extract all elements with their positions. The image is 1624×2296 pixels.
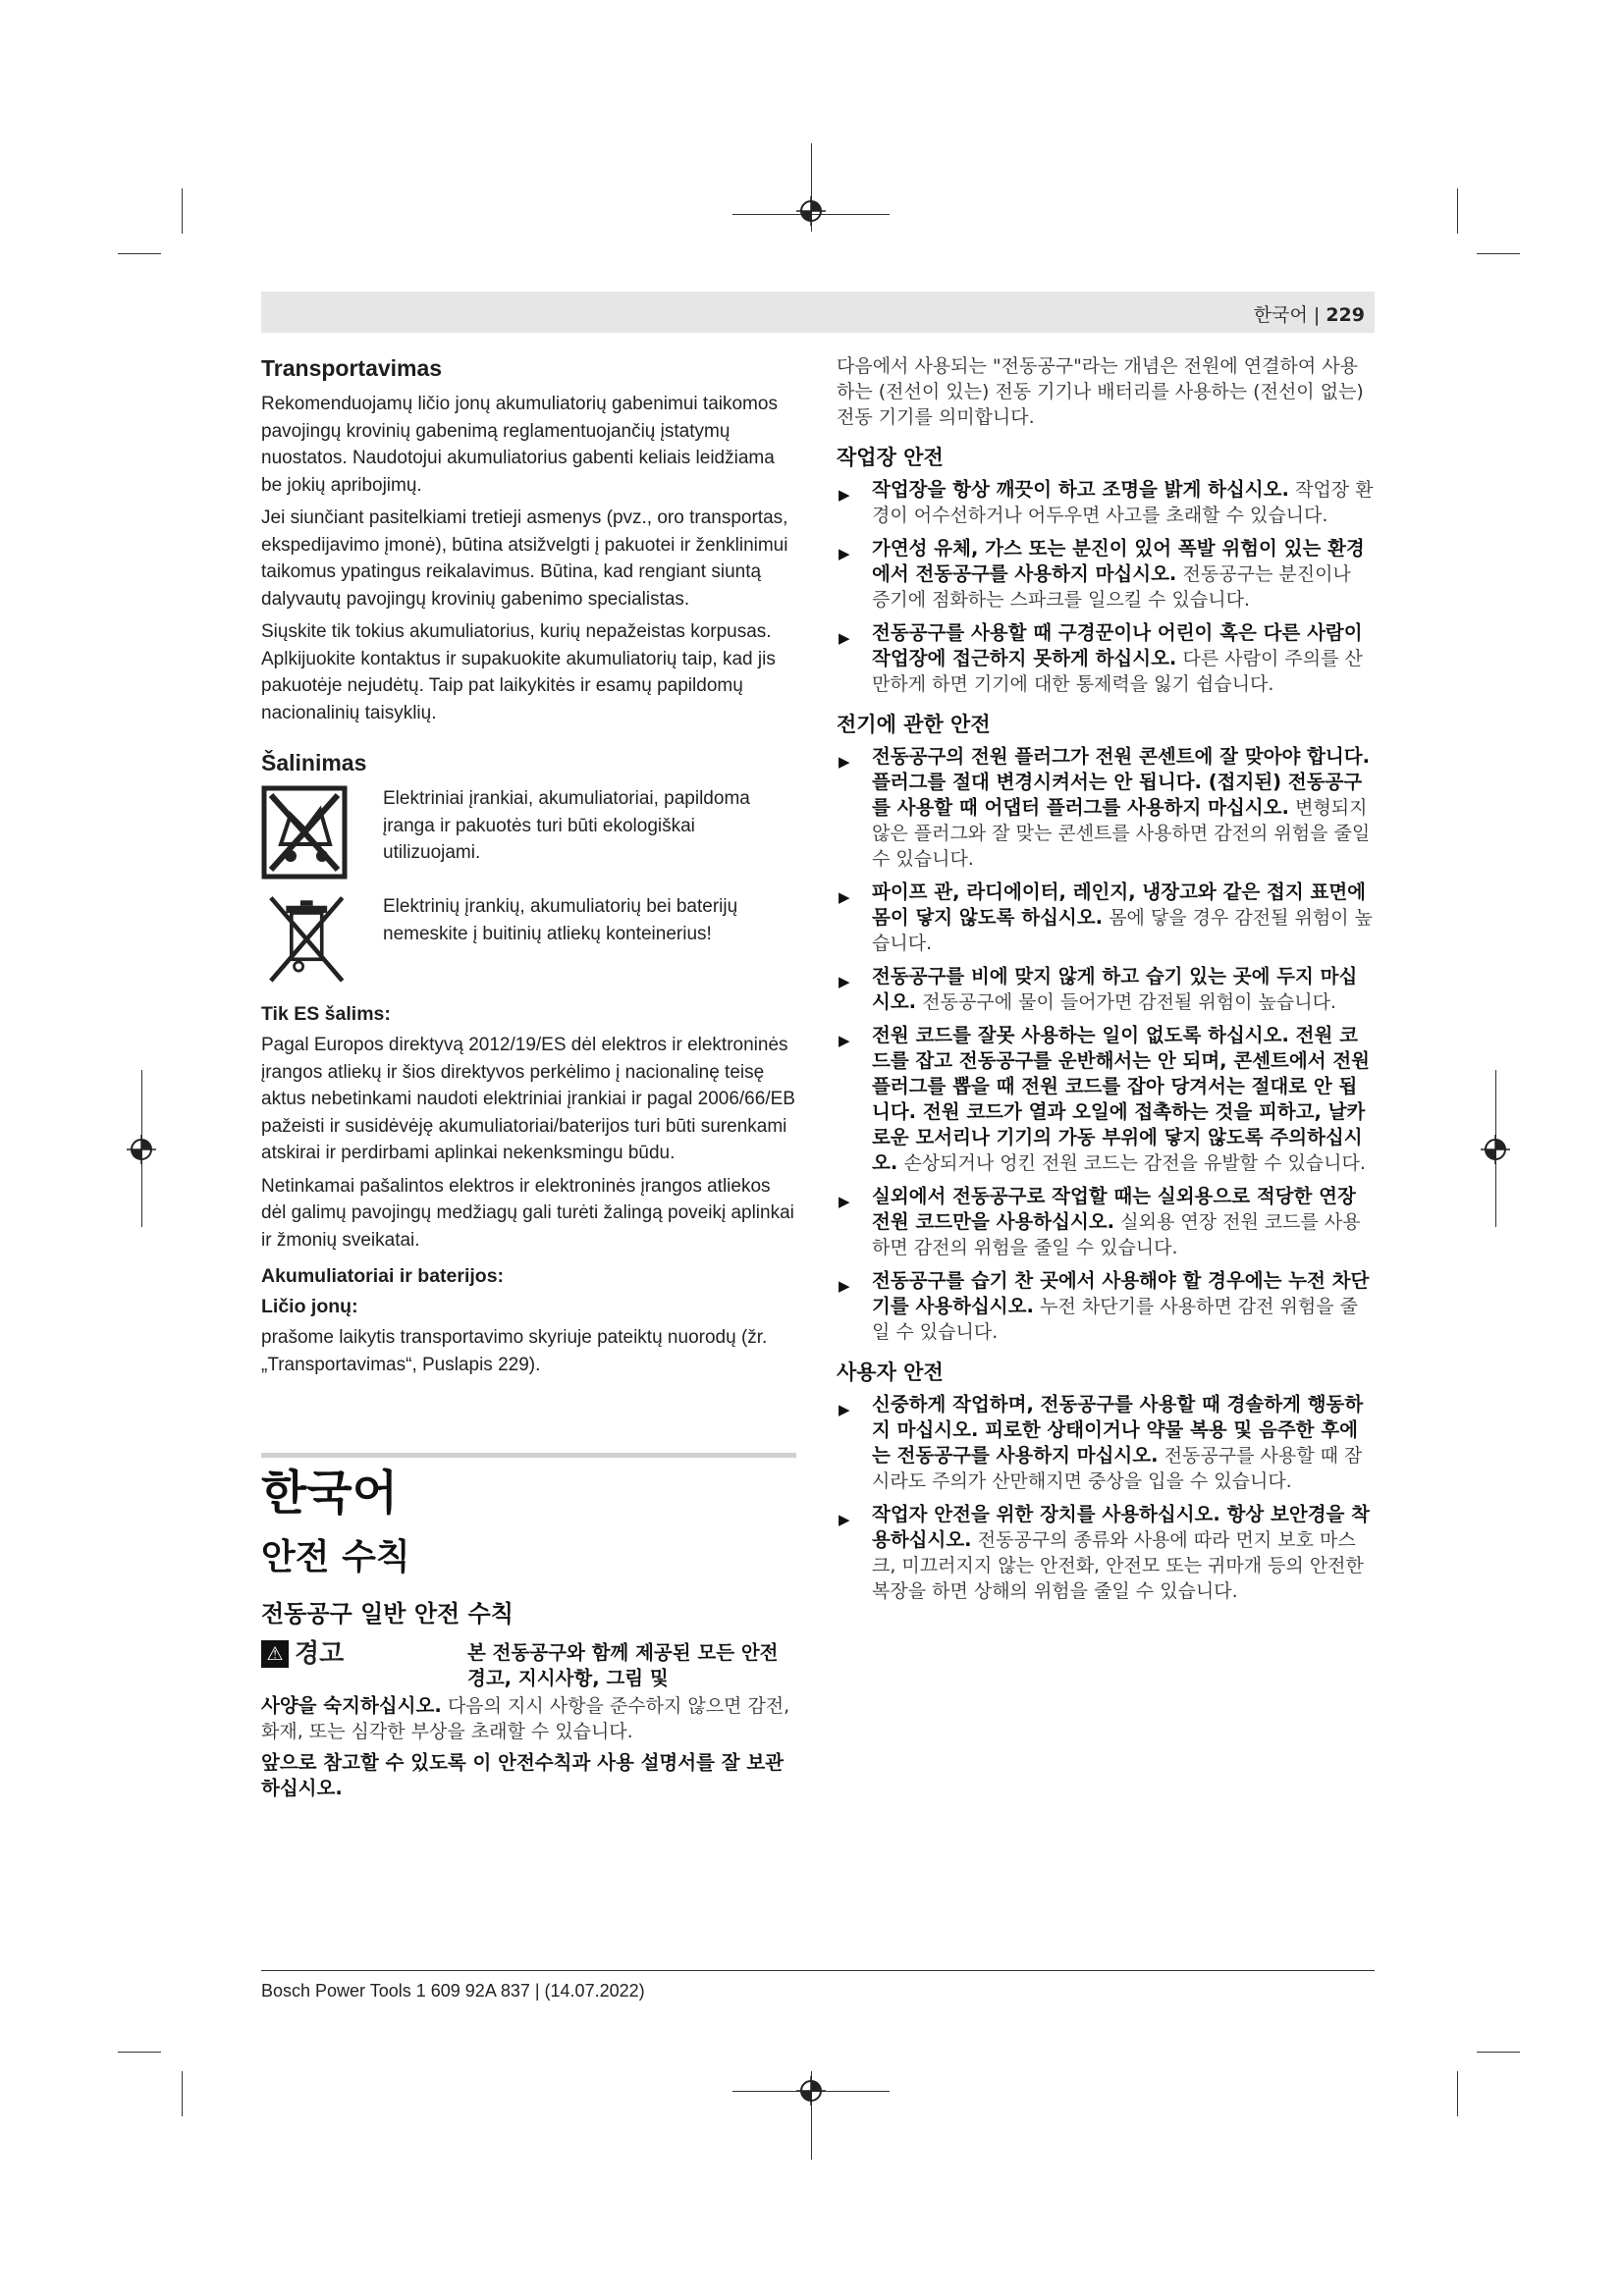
list-item [837, 744, 1375, 872]
list-item-bold: 작업장을 항상 깨끗이 하고 조명을 밝게 하십시오. [872, 478, 1289, 501]
section-divider [261, 1453, 796, 1458]
list-item [837, 1023, 1375, 1176]
registration-mark-icon [127, 1135, 156, 1164]
list-item-text: 몸에 닿을 경우 감전될 위험이 높습니다. [872, 907, 1373, 954]
eu-paragraph: Pagal Europos direktyvą 2012/19/ES dėl elektros ir elektroninės įrangos atliekų ir šios direktyvos perkėlimo į nacionalinę teisę aktus nebetinkami naudoti elektriniai įrankiai ir pagal 2006/66/EB pažeisti ir susidėvėję akumuliatoriai/baterijos turi būti surenkami atskirai ir perdirbami aplinkai nekenksmingu būdu. [261, 1035, 795, 1163]
list-item [837, 1268, 1375, 1345]
right-column [837, 353, 1375, 1612]
bullet-triangle-icon: ▶ [839, 1032, 850, 1049]
general-safety-subtitle: 전동공구 일반 안전 수칙 [261, 1600, 514, 1628]
list-item-text: 전동공구에 물이 들어가면 감전될 위험이 높습니다. [922, 991, 1336, 1013]
bullet-triangle-icon: ▶ [839, 973, 850, 990]
list-item-text: 손상되거나 엉킨 전원 코드는 감전을 유발할 수 있습니다. [903, 1152, 1366, 1174]
electrical-safety-heading: 전기에 관한 안전 [837, 713, 991, 736]
language-title: 한국어 [261, 1466, 399, 1521]
bullet-triangle-icon: ▶ [839, 1401, 850, 1418]
left-column [261, 353, 796, 1801]
registration-mark-icon [1481, 1135, 1510, 1164]
list-item-bold: 작업자 안전을 위한 장치를 사용하십시오. 항상 보안경을 착용하십시오. [872, 1503, 1371, 1551]
warning-block [261, 1640, 796, 1693]
intro-paragraph: 다음에서 사용되는 "전동공구"라는 개념은 전원에 연결하여 사용하는 (전선이 있는) 전동 기기나 배터리를 사용하는 (전선이 없는) 전동 기기를 의미합니다. [837, 355, 1364, 428]
page-header [261, 292, 1375, 333]
crop-mark [1477, 2052, 1520, 2053]
list-item-bold: 가연성 유체, 가스 또는 분진이 있어 폭발 위험이 있는 환경에서 전동공구를 사용하지 마십시오. [872, 537, 1365, 585]
eco-recycling-icon [261, 785, 377, 883]
list-item-text: 전동공구의 종류와 사용에 따라 먼지 보호 마스크, 미끄러지지 않는 안전화, 안전모 또는 귀마개 등의 안전한 복장을 하면 상해의 위험을 줄일 수 있습니다. [872, 1529, 1364, 1602]
warning-label [261, 1640, 344, 1668]
bullet-triangle-icon: ▶ [839, 545, 850, 562]
page-footer: Bosch Power Tools 1 609 92A 837 | (14.07.2022) [261, 1981, 645, 2001]
header-text [1254, 300, 1365, 327]
list-item [837, 477, 1375, 528]
work-area-list [837, 477, 1375, 697]
crop-mark [182, 188, 183, 234]
bullet-triangle-icon: ▶ [839, 888, 850, 906]
crop-mark [1477, 253, 1520, 254]
eu-heading: Tik ES šalims: [261, 1003, 391, 1025]
eu-paragraph: Netinkamai pašalintos elektros ir elektroninės įrangos atliekos dėl galimų pavojingų medžiagų gali turėti žalingą poveikį aplinkai ir žmonių sveikatai. [261, 1175, 794, 1251]
disposal-heading: Šalinimas [261, 750, 367, 775]
page-number: 229 [1326, 304, 1365, 326]
header-language: 한국어 [1253, 304, 1308, 326]
warning-normal: 다음의 지시 사항을 준수하지 않으면 감전, 화재, 또는 심각한 부상을 초래할 수 있습니다. [261, 1695, 790, 1742]
list-item-bold: 파이프 관, 라디에이터, 레인지, 냉장고와 같은 접지 표면에 몸이 닿지 않도록 하십시오. [872, 881, 1366, 929]
warning-triangle-icon: ⚠ [261, 1640, 289, 1668]
personal-safety-list [837, 1392, 1375, 1604]
list-item-text: 다른 사람이 주의를 산만하게 하면 기기에 대한 통제력을 잃기 쉽습니다. [872, 648, 1363, 695]
crossed-out-bin-icon [261, 893, 377, 991]
crop-mark [182, 2071, 183, 2116]
warning-text-right [467, 1640, 796, 1691]
crop-mark [1457, 188, 1458, 234]
list-item-bold: 신중하게 작업하며, 전동공구를 사용할 때 경솔하게 행동하지 마십시오. 피로한 상태이거나 약물 복용 및 음주한 후에는 전동공구를 사용하지 마십시오. [872, 1393, 1364, 1467]
list-item [837, 1184, 1375, 1260]
list-item-bold: 실외에서 전동공구로 작업할 때는 실외용으로 적당한 연장 전원 코드만을 사용하십시오. [872, 1185, 1356, 1233]
list-item-bold: 전동공구를 사용할 때 구경꾼이나 어린이 혹은 다른 사람이 작업장에 접근하지 못하게 하십시오. [872, 621, 1363, 669]
registration-mark-icon [796, 196, 826, 226]
transport-paragraph: Siųskite tik tokius akumuliatorius, kurių nepažeistas korpusas. Aplkijuokite kontaktus ir supakuokite akumuliatorių taip, kad jis pakuotėje nejudėtų. Taip pat laikykitės ir esamų papildomų nacionalinių taisyklių. [261, 621, 776, 723]
keep-instructions-text: 앞으로 참고할 수 있도록 이 안전수칙과 사용 설명서를 잘 보관하십시오. [261, 1751, 785, 1799]
warning-bold: 사양을 숙지하십시오. [261, 1694, 442, 1717]
bullet-triangle-icon: ▶ [839, 1511, 850, 1528]
list-item-text: 변형되지 않은 플러그와 잘 맞는 콘센트를 사용하면 감전의 위험을 줄일 수 있습니다. [872, 797, 1371, 870]
transport-heading: Transportavimas [261, 355, 443, 381]
warning-text: 본 전동공구와 함께 제공된 모든 안전경고, 지시사항, 그림 및 [467, 1641, 779, 1689]
bullet-triangle-icon: ▶ [839, 1277, 850, 1295]
crop-mark [1457, 2071, 1458, 2116]
list-item [837, 964, 1375, 1015]
list-item-bold: 전원 코드를 잘못 사용하는 일이 없도록 하십시오. 전원 코드를 잡고 전동공구를 운반해서는 안 되며, 콘센트에서 전원 플러그를 뽑을 때 전원 코드를 잡아 당겨서는 절대로 안 됩니다. 전원 코드가 열과 오일에 접촉하는 것을 피하고, 날카로운 모서리나 기기의 가동 부위에 닿지 않도록 주의하십시오. [872, 1024, 1371, 1174]
keep-instructions [261, 1750, 796, 1801]
safety-title: 안전 수칙 [261, 1537, 410, 1577]
electrical-safety-list [837, 744, 1375, 1345]
list-item-text: 전동공구를 사용할 때 잠시라도 주의가 산만해지면 중상을 입을 수 있습니다. [872, 1445, 1363, 1492]
disposal-text: Elektrinių įrankių, akumuliatorių bei baterijų nemeskite į buitinių atliekų konteinerius! [383, 896, 738, 944]
list-item [837, 620, 1375, 697]
bullet-triangle-icon: ▶ [839, 1193, 850, 1210]
list-item-text: 누전 차단기를 사용하면 감전 위험을 줄일 수 있습니다. [872, 1296, 1358, 1343]
list-item [837, 1502, 1375, 1604]
li-ion-text: prašome laikytis transportavimo skyriuje pateiktų nuorodų (žr. „Transportavimas“, Puslapis 229). [261, 1327, 768, 1375]
warning-label-text: 경고 [295, 1639, 345, 1669]
personal-safety-heading: 사용자 안전 [837, 1361, 944, 1384]
header-separator: | [1307, 304, 1326, 326]
batteries-heading: Akumuliatoriai ir baterijos: [261, 1265, 505, 1287]
list-item [837, 536, 1375, 613]
bullet-triangle-icon: ▶ [839, 486, 850, 504]
list-item-text: 실외용 연장 전원 코드를 사용하면 감전의 위험을 줄일 수 있습니다. [872, 1211, 1361, 1258]
footer-divider [261, 1970, 1375, 1971]
list-item-text: 작업장 환경이 어수선하거나 어두우면 사고를 초래할 수 있습니다. [872, 479, 1374, 526]
list-item-bold: 전동공구를 습기 찬 곳에서 사용해야 할 경우에는 누전 차단기를 사용하십시오. [872, 1269, 1370, 1317]
transport-paragraph: Rekomenduojamų ličio jonų akumuliatorių gabenimui taikomos pavojingų krovinių gabenimą reglamentuojančių įstatymų nuostatos. Naudotojui akumuliatorius gabenti keliais leidžiama be jokių apribojimų. [261, 394, 778, 496]
disposal-text: Elektriniai įrankiai, akumuliatoriai, papildoma įranga ir pakuotės turi būti ekologiškai utilizuojami. [383, 788, 750, 863]
crop-mark [118, 2052, 161, 2053]
bullet-triangle-icon: ▶ [839, 753, 850, 771]
list-item-text: 전동공구는 분진이나 증기에 점화하는 스파크를 일으킬 수 있습니다. [872, 563, 1351, 611]
crop-mark [118, 253, 161, 254]
list-item-bold: 전동공구의 전원 플러그가 전원 콘센트에 잘 맞아야 합니다. 플러그를 절대 변경시켜서는 안 됩니다. (접지된) 전동공구를 사용할 때 어댑터 플러그를 사용하지 마십시오. [872, 745, 1371, 819]
disposal-item [261, 785, 796, 883]
transport-paragraph: Jei siunčiant pasitelkiami tretieji asmenys (pvz., oro transportas, ekspedijavimo įmonė), būtina atsižvelgti į pakuotei ir ženklinimui taikomus ypatingus reikalavimus. Būtina, kad rengiant siuntą dalyvautų pavojingų krovinių gabenimo specialistas. [261, 507, 788, 610]
li-ion-heading: Ličio jonų: [261, 1296, 358, 1317]
disposal-item [261, 893, 796, 991]
list-item-bold: 전동공구를 비에 맞지 않게 하고 습기 있는 곳에 두지 마십시오. [872, 965, 1358, 1013]
registration-mark-icon [796, 2076, 826, 2106]
list-item [837, 880, 1375, 956]
bullet-triangle-icon: ▶ [839, 629, 850, 647]
warning-continued [261, 1693, 796, 1744]
work-area-heading: 작업장 안전 [837, 446, 944, 469]
list-item [837, 1392, 1375, 1494]
